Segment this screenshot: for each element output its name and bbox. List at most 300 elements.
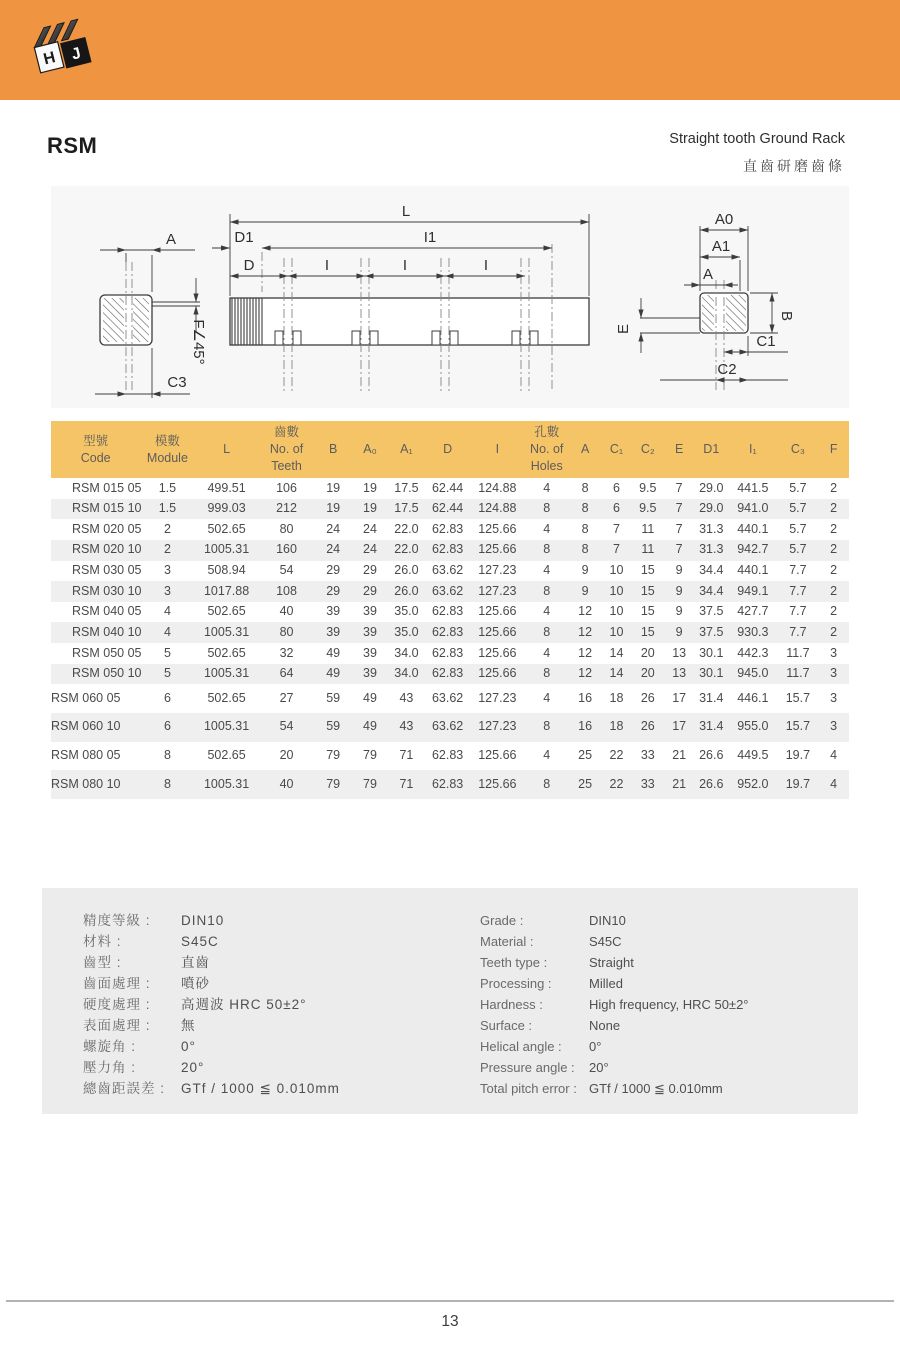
cell-c1: 6 [612,480,620,495]
cell-c1: 10 [609,563,624,577]
cell-c1: 14 [609,645,624,660]
cell-teeth: 54 [279,719,294,734]
spec-label: 材料 : [83,934,122,949]
spec-column-chinese [83,910,340,1099]
cell-i1: 441.5 [737,480,769,495]
cell-module: 5 [163,666,171,681]
column-header-c3: C₃ [778,421,819,478]
cell-holes: 4 [543,521,551,536]
spec-label: Pressure angle : [480,1060,575,1075]
column-header-i: I [470,421,524,478]
spec-label: 壓力角 : [83,1060,137,1075]
cell-c3: 19.7 [785,776,811,791]
cell-l: 1005.31 [203,542,250,557]
dimension-label-e: E [615,323,632,335]
table-row [51,713,849,742]
cell-a: 16 [578,690,593,705]
footer-divider [6,1300,894,1302]
spec-row [83,994,340,1015]
cell-teeth: 27 [279,690,294,705]
column-header-teeth: 齒數 No. of Teeth [259,421,315,478]
cell-i1: 440.1 [737,521,769,536]
spec-row [480,1057,749,1078]
cell-a: 8 [581,480,589,495]
cell-d1: 29.0 [699,480,724,495]
cell-module: 3 [163,563,171,577]
cell-d: 62.83 [431,542,464,557]
cell-code: RSM 030 05 [72,563,142,577]
technical-drawing-panel [51,186,849,408]
cell-e: 21 [672,776,687,791]
table-row [51,519,849,540]
cell-a: 25 [578,776,593,791]
cell-i: 125.66 [478,542,517,557]
spec-row [83,973,340,994]
cell-holes: 4 [543,604,551,619]
dimension-label-a-right: A [702,266,714,283]
spec-value: High frequency, HRC 50±2° [589,997,749,1012]
spec-value: 20° [181,1060,205,1075]
spec-label: 螺旋角 : [83,1039,137,1054]
cell-e: 7 [675,542,683,557]
cell-f: 4 [830,776,838,791]
cell-a: 9 [581,563,589,577]
cell-a: 9 [581,583,589,598]
cell-a: 25 [578,748,593,762]
cell-e: 7 [675,501,683,516]
cell-d1: 31.4 [699,690,724,705]
cell-i1: 955.0 [737,719,769,734]
cell-a0: 29 [363,583,377,598]
cell-c3: 7.7 [789,563,807,577]
spec-value: DIN10 [589,913,626,928]
cell-f: 3 [830,666,838,681]
cell-a1: 43 [399,690,414,705]
spec-value: 無 [181,1018,196,1033]
cell-b: 24 [326,521,341,536]
cell-c1: 10 [609,624,624,639]
cell-e: 9 [675,624,683,639]
cell-d: 62.83 [431,776,464,791]
cell-f: 2 [830,604,838,619]
cell-d: 62.83 [431,521,464,536]
cell-c2: 9.5 [639,501,657,516]
cell-l: 1005.31 [203,776,250,791]
cell-e: 13 [672,666,687,681]
cell-l: 499.51 [207,480,246,495]
table-row [51,742,849,771]
cell-teeth: 108 [276,583,297,598]
cell-e: 9 [675,604,683,619]
table-row [51,581,849,602]
spec-label: Hardness : [480,997,543,1012]
cell-holes: 8 [543,776,551,791]
column-header-code: 型號 Code [51,421,140,478]
cell-holes: 4 [543,480,551,495]
table-row [51,540,849,561]
column-header-c2: C₂ [632,421,664,478]
cell-i1: 930.3 [737,624,769,639]
spec-label: 精度等級 : [83,913,151,928]
cell-f: 2 [830,624,838,639]
cell-holes: 8 [543,666,551,681]
table-row [51,664,849,685]
cell-i1: 942.7 [737,542,769,557]
cell-a0: 49 [363,719,377,734]
cell-holes: 8 [543,501,551,516]
cell-c1: 10 [609,604,624,619]
cell-a0: 19 [363,501,377,516]
dimension-label-d1: D1 [234,229,254,246]
cell-module: 1.5 [158,480,177,495]
cell-a1: 34.0 [394,645,419,660]
cell-d1: 26.6 [699,748,724,762]
dimension-label-i: I [402,257,408,274]
cell-f: 2 [830,480,838,495]
cell-e: 9 [675,563,683,577]
spec-row [83,931,340,952]
cell-l: 502.65 [207,604,246,619]
cell-f: 3 [830,719,838,734]
cell-c1: 18 [609,719,624,734]
table-row [51,643,849,664]
cell-teeth: 160 [276,542,297,557]
cell-a: 12 [578,645,593,660]
cell-b: 19 [326,480,341,495]
cell-code: RSM 080 10 [51,776,121,791]
cell-l: 502.65 [207,748,246,762]
cell-a0: 79 [363,776,377,791]
cell-holes: 8 [543,583,551,598]
spec-row [83,952,340,973]
cell-l: 1017.88 [203,583,250,598]
cell-code: RSM 030 10 [72,583,142,598]
cell-a0: 39 [363,604,377,619]
spec-value: 0° [181,1039,196,1054]
cell-a: 12 [578,604,593,619]
cell-c1: 7 [612,542,620,557]
cell-d: 62.83 [431,624,464,639]
spec-row [480,994,749,1015]
cell-module: 2 [163,542,171,557]
cell-c2: 11 [641,542,655,557]
cell-d: 63.62 [431,563,464,577]
logo-letter-h: H [41,49,58,69]
dimension-label-i1: I1 [423,229,437,246]
cell-b: 39 [326,604,341,619]
spec-label: 表面處理 : [83,1018,151,1033]
cell-code: RSM 040 05 [72,604,142,619]
cell-teeth: 64 [279,666,294,681]
cell-code: RSM 060 05 [51,690,121,705]
table-row [51,499,849,520]
cell-d1: 30.1 [699,645,724,660]
cell-i1: 446.1 [737,690,769,705]
cell-a1: 17.5 [394,501,419,516]
cell-c3: 5.7 [789,480,807,495]
cell-a1: 22.0 [394,542,419,557]
cell-a: 12 [578,624,593,639]
spec-label: Total pitch error : [480,1081,577,1096]
spec-row [83,910,340,931]
dimension-label-d: D [243,257,255,274]
cell-code: RSM 060 10 [51,719,121,734]
column-header-l: L [194,421,258,478]
column-header-b: B [314,421,352,478]
column-header-holes: 孔數 No. of Holes [524,421,569,478]
cell-c3: 7.7 [789,604,807,619]
dimension-label-c3: C3 [167,374,187,391]
cell-code: RSM 040 10 [72,624,142,639]
cell-i: 125.66 [478,645,517,660]
cell-a: 16 [578,719,593,734]
spec-row [480,1078,749,1099]
cell-a1: 22.0 [394,521,419,536]
cell-d1: 31.3 [699,542,724,557]
cell-c1: 14 [609,666,624,681]
cell-l: 999.03 [207,501,246,516]
cell-code: RSM 050 10 [72,666,142,681]
cell-module: 2 [163,521,171,536]
cell-d1: 30.1 [699,666,724,681]
cell-i: 127.23 [478,719,517,734]
cell-i: 125.66 [478,666,517,681]
dimension-label-f: F∠45° [190,319,207,365]
spec-value: S45C [589,934,622,949]
cell-c3: 19.7 [785,748,811,762]
cell-a0: 39 [363,645,377,660]
cell-a: 8 [581,542,589,557]
dimension-table [51,421,849,799]
cell-c3: 5.7 [789,501,807,516]
dimension-label-b: B [778,310,795,322]
dimension-label-c1: C1 [756,333,776,350]
cell-a0: 29 [363,563,377,577]
cell-a0: 19 [363,480,377,495]
cell-c2: 26 [640,690,655,705]
spec-label: Helical angle : [480,1039,562,1054]
cell-i: 124.88 [478,480,517,495]
cell-f: 2 [830,563,838,577]
spec-value: GTf / 1000 ≦ 0.010mm [589,1081,723,1096]
cell-code: RSM 015 10 [72,501,142,516]
dimension-label-c2: C2 [717,361,737,378]
cell-a: 12 [578,666,593,681]
cell-e: 17 [672,719,687,734]
header-band [0,0,900,100]
spec-row [83,1015,340,1036]
cell-c3: 5.7 [789,542,807,557]
cell-b: 49 [326,666,341,681]
cell-b: 29 [326,583,341,598]
spec-label: Material : [480,934,534,949]
cell-c1: 18 [609,690,624,705]
spec-value: 20° [589,1060,609,1075]
spec-value: DIN10 [181,913,225,928]
cell-d1: 34.4 [699,583,724,598]
column-header-d1: D1 [694,421,728,478]
spec-row [480,1036,749,1057]
cell-teeth: 106 [276,480,297,495]
cell-a1: 34.0 [394,666,419,681]
spec-value: GTf / 1000 ≦ 0.010mm [181,1081,340,1096]
cell-a1: 71 [399,776,414,791]
cell-l: 1005.31 [203,719,250,734]
cell-i1: 440.1 [737,563,769,577]
cell-teeth: 40 [279,604,294,619]
cell-c2: 20 [640,645,655,660]
cell-l: 1005.31 [203,624,250,639]
cell-c3: 7.7 [789,624,807,639]
cell-module: 5 [163,645,171,660]
cell-e: 21 [672,748,687,762]
spec-row [83,1057,340,1078]
cell-l: 502.65 [207,690,246,705]
cell-a: 8 [581,521,589,536]
cell-code: RSM 050 05 [72,645,142,660]
cell-module: 4 [163,604,171,619]
cell-a0: 39 [363,666,377,681]
cell-holes: 4 [543,748,551,762]
technical-drawing [51,186,849,408]
spec-label: Grade : [480,913,524,928]
cell-a0: 79 [363,748,377,762]
spec-value: Milled [589,976,623,991]
dimension-label-l: L [401,203,411,220]
cell-i: 127.23 [478,563,517,577]
column-header-a0: A₀ [352,421,388,478]
cell-i: 125.66 [478,604,517,619]
cell-i1: 449.5 [737,748,769,762]
cell-c3: 15.7 [785,719,811,734]
dimension-label-a-left: A [165,231,177,248]
cell-d: 62.83 [431,645,464,660]
cell-i1: 442.3 [737,645,769,660]
spec-value: 直齒 [181,955,210,970]
cell-module: 1.5 [158,501,177,516]
cell-d: 62.44 [431,480,464,495]
spec-label: 總齒距誤差 : [83,1081,166,1096]
cell-f: 2 [830,542,838,557]
cell-c2: 26 [640,719,655,734]
cell-c2: 33 [640,748,655,762]
cell-i: 127.23 [478,583,517,598]
cell-i: 125.66 [478,521,517,536]
cell-i1: 427.7 [737,604,769,619]
cell-c3: 11.7 [786,645,810,660]
subtitle-chinese: 直齒研磨齒條 [743,158,845,174]
brand-logo [26,11,98,89]
dimension-label-a1: A1 [711,238,731,255]
cell-code: RSM 015 05 [72,480,142,495]
cell-teeth: 212 [276,501,297,516]
cell-b: 59 [326,719,341,734]
cell-teeth: 40 [279,776,294,791]
column-header-f: F [818,421,849,478]
cell-c2: 20 [640,666,655,681]
specifications-panel [42,888,858,1114]
cell-a1: 26.0 [394,563,419,577]
cell-f: 2 [830,501,838,516]
cell-module: 3 [163,583,171,598]
cell-teeth: 80 [279,624,294,639]
spec-value: Straight [589,955,634,970]
spec-row [83,1078,340,1099]
cell-i1: 945.0 [737,666,769,681]
cell-c2: 15 [640,604,655,619]
cell-e: 9 [675,583,683,598]
table-row [51,602,849,623]
cell-b: 29 [326,563,341,577]
cell-code: RSM 020 05 [72,521,142,536]
cell-e: 13 [672,645,687,660]
dimension-label-a0: A0 [714,211,734,228]
cell-l: 508.94 [207,563,246,577]
logo-letter-j: J [69,44,83,64]
column-header-c1: C₁ [601,421,632,478]
cell-holes: 4 [543,563,551,577]
cell-d: 63.62 [431,719,464,734]
spec-row [480,973,749,994]
cell-a1: 35.0 [394,624,419,639]
cell-teeth: 20 [279,748,294,762]
page-number: 13 [441,1313,459,1330]
spec-row [480,952,749,973]
cell-i1: 949.1 [737,583,769,598]
spec-label: Teeth type : [480,955,548,970]
column-header-a: A [569,421,601,478]
cell-a0: 24 [363,521,377,536]
cell-f: 2 [830,583,838,598]
spec-row [480,910,749,931]
cell-i1: 941.0 [737,501,769,516]
cell-module: 8 [163,748,171,762]
cell-i1: 952.0 [737,776,769,791]
spec-value: 噴砂 [181,976,210,991]
spec-column-english [480,910,749,1099]
cell-d1: 31.4 [699,719,724,734]
cell-d1: 26.6 [699,776,724,791]
cell-f: 4 [830,748,838,762]
spec-value: 0° [589,1039,602,1054]
cell-c2: 11 [641,521,655,536]
cell-a1: 35.0 [394,604,419,619]
cell-b: 49 [326,645,341,660]
cell-a0: 49 [363,690,377,705]
cell-a: 8 [581,501,589,516]
cell-c1: 22 [609,748,624,762]
cell-holes: 8 [543,624,551,639]
cell-c3: 11.7 [786,666,810,681]
cell-d1: 31.3 [699,521,724,536]
spec-label: 齒面處理 : [83,976,151,991]
cell-b: 39 [326,624,341,639]
table-row [51,478,849,499]
cell-e: 7 [675,521,683,536]
cell-module: 6 [163,690,171,705]
cell-module: 6 [163,719,171,734]
cell-holes: 8 [543,719,551,734]
cell-c1: 22 [609,776,624,791]
cell-d1: 29.0 [699,501,724,516]
spec-row [83,1036,340,1057]
cell-c3: 15.7 [785,690,811,705]
cell-f: 3 [830,690,838,705]
cell-c2: 15 [640,624,655,639]
spec-value: 高週波 HRC 50±2° [181,997,307,1012]
cell-d1: 34.4 [699,563,724,577]
cell-teeth: 32 [279,645,294,660]
